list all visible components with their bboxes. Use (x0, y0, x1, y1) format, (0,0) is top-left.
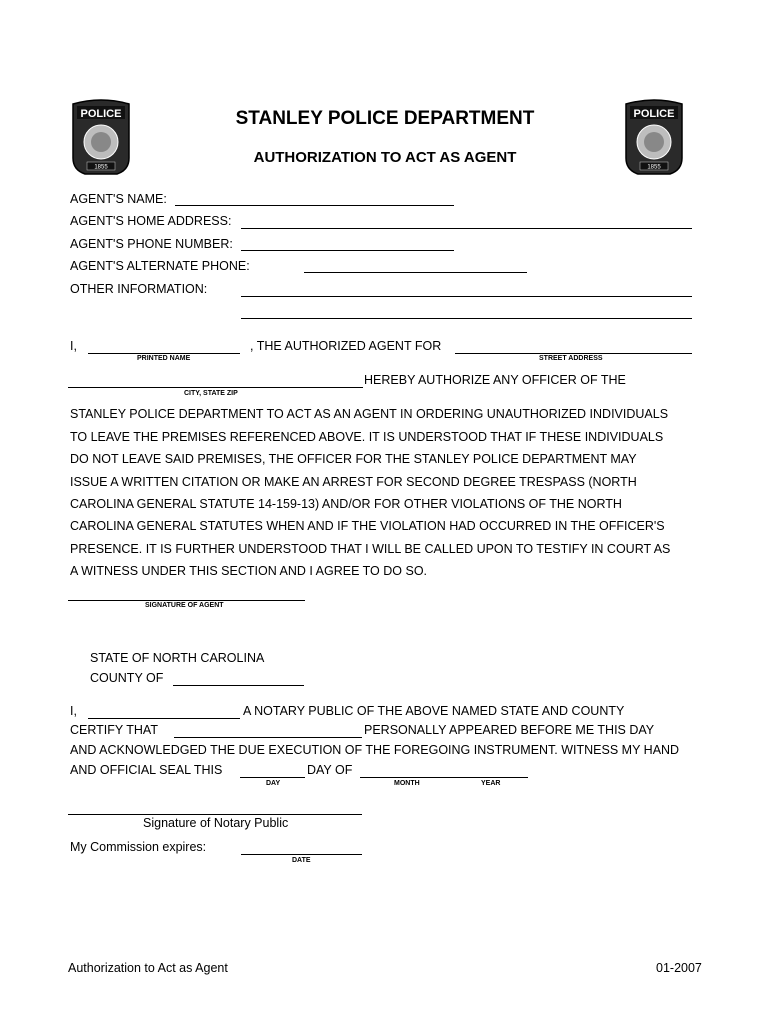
agent-alternate-phone-label: AGENT'S ALTERNATE PHONE: (70, 259, 250, 273)
state-label: STATE OF NORTH CAROLINA (90, 651, 265, 665)
footer-title: Authorization to Act as Agent (68, 961, 228, 975)
agent-signature-field[interactable] (68, 600, 305, 601)
body-line: PRESENCE. IT IS FURTHER UNDERSTOOD THAT I WILL BE CALLED UPON TO TESTIFY IN COURT AS (70, 542, 671, 556)
agent-home-address-label: AGENT'S HOME ADDRESS: (70, 214, 232, 228)
footer-version: 01-2007 (656, 961, 702, 975)
body-line: CAROLINA GENERAL STATUTE 14-159-13) AND/OR FOR OTHER VIOLATIONS OF THE NORTH (70, 497, 622, 511)
badge-label: POLICE (80, 108, 122, 120)
agent-phone-field[interactable] (241, 250, 454, 251)
notary-public-text: A NOTARY PUBLIC OF THE ABOVE NAMED STATE AND COUNTY (243, 704, 625, 718)
agent-alternate-phone-field[interactable] (304, 272, 527, 273)
month-caption: MONTH (394, 780, 420, 787)
day-caption: DAY (266, 780, 281, 787)
certify-name-field[interactable] (174, 737, 362, 738)
i-label: I, (70, 339, 77, 353)
other-information-field-1[interactable] (241, 296, 692, 297)
notary-i-label: I, (70, 704, 77, 718)
printed-name-field[interactable] (88, 353, 240, 354)
page-subtitle: AUTHORIZATION TO ACT AS AGENT (253, 149, 517, 166)
other-information-label: OTHER INFORMATION: (70, 282, 208, 296)
day-field[interactable] (240, 777, 305, 778)
agent-home-address-field[interactable] (241, 228, 692, 229)
city-state-zip-field[interactable] (68, 387, 363, 388)
body-line: STANLEY POLICE DEPARTMENT TO ACT AS AN AGENT IN ORDERING UNAUTHORIZED INDIVIDUALS (70, 407, 669, 421)
body-line: TO LEAVE THE PREMISES REFERENCED ABOVE. IT IS UNDERSTOOD THAT IF THESE INDIVIDUALS (70, 430, 664, 444)
notary-name-field[interactable] (88, 718, 240, 719)
badge-year: 1855 (647, 164, 661, 171)
commission-expires-label: My Commission expires: (70, 840, 207, 854)
badge-year: 1855 (94, 164, 108, 171)
city-state-zip-caption: CITY, STATE ZIP (184, 390, 238, 397)
notary-signature-field[interactable] (68, 814, 362, 815)
body-line: ISSUE A WRITTEN CITATION OR MAKE AN ARREST FOR SECOND DEGREE TRESPASS (NORTH (70, 475, 637, 489)
body-line: A WITNESS UNDER THIS SECTION AND I AGREE TO DO SO. (70, 564, 428, 578)
agent-phone-label: AGENT'S PHONE NUMBER: (70, 237, 233, 251)
other-information-field-2[interactable] (241, 318, 692, 319)
commission-date-field[interactable] (241, 854, 362, 855)
date-caption: DATE (292, 857, 311, 864)
street-address-field[interactable] (455, 353, 692, 354)
year-caption: YEAR (481, 780, 501, 787)
hereby-authorize-label: HEREBY AUTHORIZE ANY OFFICER OF THE (364, 373, 626, 387)
signature-of-agent-caption: SIGNATURE OF AGENT (145, 602, 224, 609)
county-field[interactable] (173, 685, 304, 686)
body-line: DO NOT LEAVE SAID PREMISES, THE OFFICER FOR THE STANLEY POLICE DEPARTMENT MAY (70, 452, 637, 466)
acknowledged-text: AND ACKNOWLEDGED THE DUE EXECUTION OF THE FOREGOING INSTRUMENT. WITNESS MY HAND (70, 743, 680, 757)
street-address-caption: STREET ADDRESS (539, 355, 603, 362)
page-title: STANLEY POLICE DEPARTMENT (235, 108, 535, 129)
agent-name-label: AGENT'S NAME: (70, 192, 167, 206)
body-line: CAROLINA GENERAL STATUTES WHEN AND IF THE VIOLATION HAD OCCURRED IN THE OFFICER'S (70, 519, 665, 533)
official-seal-label: AND OFFICIAL SEAL THIS (70, 763, 223, 777)
month-year-field[interactable] (360, 777, 528, 778)
notary-signature-label: Signature of Notary Public (143, 816, 289, 830)
certify-that-label: CERTIFY THAT (70, 723, 158, 737)
personally-appeared-text: PERSONALLY APPEARED BEFORE ME THIS DAY (364, 723, 655, 737)
county-label: COUNTY OF (90, 671, 164, 685)
authorized-agent-for-label: , THE AUTHORIZED AGENT FOR (250, 339, 442, 353)
day-of-label: DAY OF (307, 763, 353, 777)
printed-name-caption: PRINTED NAME (137, 355, 191, 362)
badge-label: POLICE (633, 108, 675, 120)
agent-name-field[interactable] (175, 205, 454, 206)
